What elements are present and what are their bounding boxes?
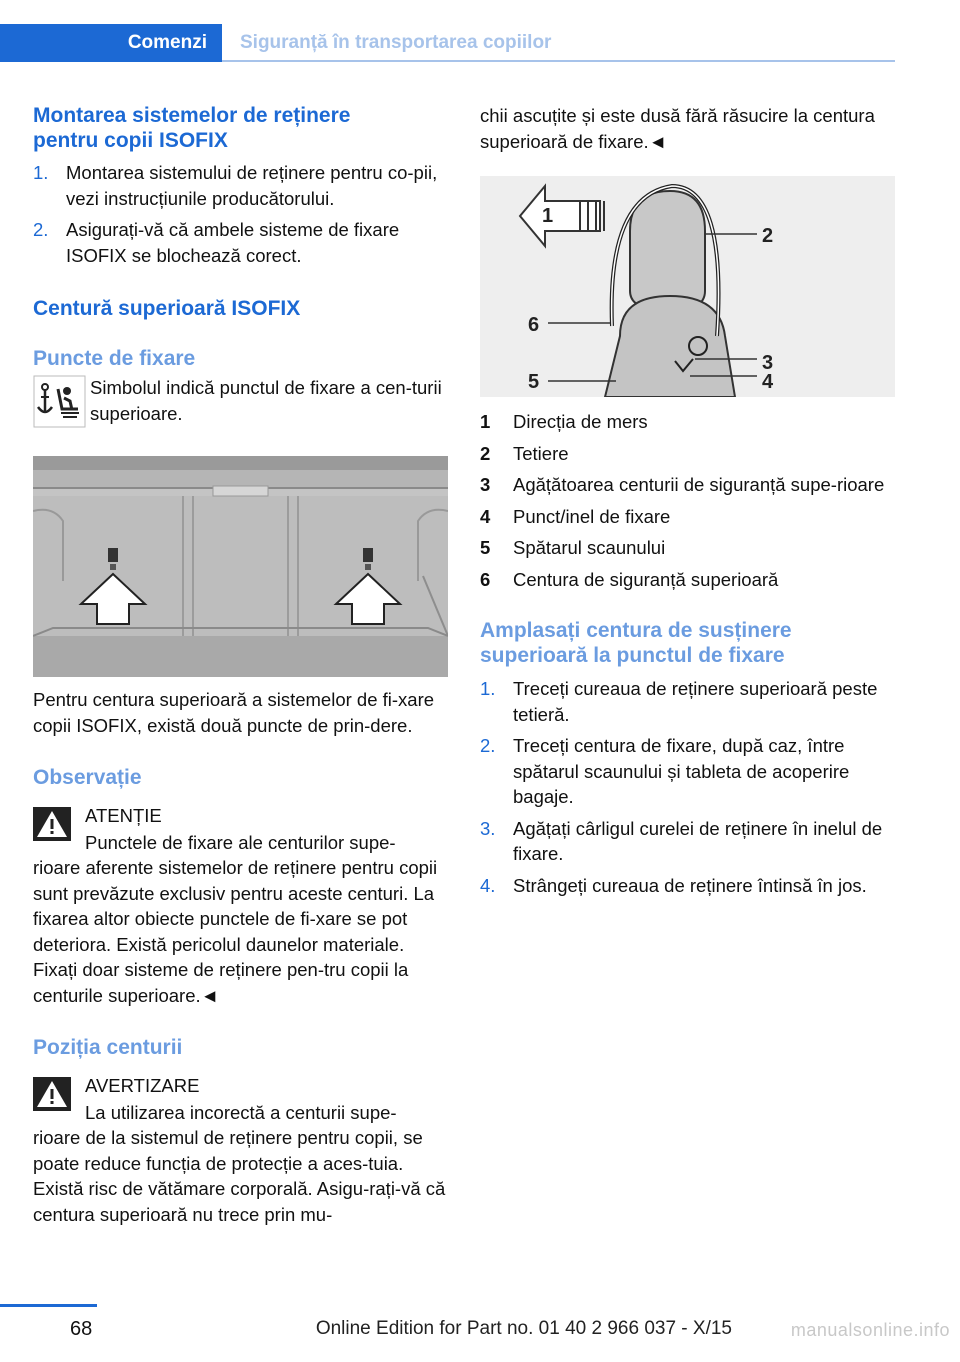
legend-text: Centura de siguranță superioară bbox=[513, 568, 779, 590]
step-text: Treceți centura de fixare, după caz, între spătarul scaunului și tableta de acoperire bagaje. bbox=[513, 735, 850, 807]
legend-text: Punct/inel de fixare bbox=[513, 505, 671, 527]
step-number: 2. bbox=[33, 219, 49, 240]
symbol-description: Simbolul indică punctul de fixare a cen‐turii superioare. bbox=[90, 377, 442, 424]
diagram-label: 3 bbox=[762, 352, 774, 374]
watermark: manualsonline.info bbox=[790, 1320, 950, 1340]
heading-note: Observație bbox=[33, 766, 142, 789]
heading-belt-position: Poziția centurii bbox=[33, 1036, 183, 1059]
caution-text-first: Punctele de fixare ale centurilor supe‐ bbox=[85, 831, 396, 853]
legend-item bbox=[480, 409, 895, 435]
mount-steps-list bbox=[33, 160, 448, 268]
legend-text: Spătarul scaunului bbox=[513, 537, 666, 558]
diagram-label: 4 bbox=[762, 371, 774, 393]
diagram-label: 6 bbox=[528, 314, 540, 336]
legend-number: 6 bbox=[480, 568, 491, 590]
list-item bbox=[33, 160, 448, 211]
diagram-legend bbox=[480, 409, 895, 592]
legend-item bbox=[480, 535, 895, 561]
legend-number: 1 bbox=[480, 411, 491, 432]
step-number: 4. bbox=[480, 874, 496, 896]
step-number: 1. bbox=[480, 678, 496, 699]
step-text: Treceți cureaua de reținere superioară peste tetieră. bbox=[513, 678, 878, 725]
list-item bbox=[480, 873, 895, 899]
page-number: 68 bbox=[70, 1318, 93, 1340]
warning-triangle-icon bbox=[33, 807, 71, 841]
heading-mount-isofix: Montarea sistemelor de reținere pentru copii ISOFIX bbox=[33, 104, 351, 152]
header-rule bbox=[222, 60, 895, 62]
warning-triangle-icon bbox=[33, 1077, 71, 1111]
legend-item bbox=[480, 441, 895, 467]
right-column bbox=[480, 103, 895, 898]
tether-anchor-symbol-icon bbox=[33, 375, 86, 428]
trunk-anchor-description: Pentru centura superioară a sistemelor de fi‐xare copii ISOFIX, există două puncte de prin‐dere. bbox=[33, 689, 435, 736]
step-text: Montarea sistemului de reținere pentru co‐pii, vezi instrucțiunile producătorului. bbox=[66, 162, 438, 209]
legend-number: 2 bbox=[480, 442, 491, 464]
step-text: Asigurați-vă că ambele sisteme de fixare ISOFIX se blochează corect. bbox=[66, 219, 400, 266]
header-chapter-tab: Comenzi bbox=[0, 24, 222, 62]
list-item bbox=[480, 733, 895, 810]
step-number: 1. bbox=[33, 162, 49, 183]
symbol-block bbox=[33, 375, 448, 435]
warning-block bbox=[33, 1073, 448, 1227]
list-item bbox=[33, 217, 448, 268]
attach-steps-list bbox=[480, 676, 895, 898]
caution-text: rioare aferente sistemelor de reținere pentru copii sunt prevăzute exclusiv pentru aceste centuri. La fixarea altor obiecte punctele de fi‐xare se pot deteriora. Există pericolul daunelor materiale. Fixați doar sisteme de reținere pen‐tru copii la centurile superioare.◄ bbox=[33, 857, 438, 1006]
header-section-title: Siguranță în transportarea copiilor bbox=[240, 32, 552, 53]
caution-block bbox=[33, 803, 448, 1008]
warning-text: rioare de la sistemul de reținere pentru copii, se poate reduce funcția de protecție a aces‐tuia. Există risc de vătămare corporală. Asigu‐rați-vă că centura superioară nu trece prin mu‐ bbox=[33, 1127, 446, 1225]
footer-rule bbox=[0, 1304, 97, 1307]
diagram-label: 5 bbox=[528, 371, 540, 393]
heading-anchor-points: Puncte de fixare bbox=[33, 347, 196, 370]
heading-attach-tether: Amplasați centura de susținere superioară la punctul de fixare bbox=[480, 619, 792, 667]
warning-text-continued: chii ascuțite și este dusă fără răsucire la centura superioară de fixare.◄ bbox=[480, 105, 875, 152]
list-item bbox=[480, 816, 895, 867]
step-text: Strângeți cureaua de reținere întinsă în jos. bbox=[513, 874, 867, 896]
legend-number: 4 bbox=[480, 505, 491, 527]
step-text: Agățați cârligul curelei de reținere în inelul de fixare. bbox=[513, 817, 883, 864]
page-header bbox=[0, 24, 895, 62]
legend-number: 5 bbox=[480, 537, 491, 558]
warning-label: AVERTIZARE bbox=[85, 1075, 200, 1096]
legend-item bbox=[480, 504, 895, 530]
legend-item bbox=[480, 472, 895, 498]
trunk-anchor-photo bbox=[33, 456, 448, 677]
legend-text: Agățătoarea centurii de siguranță supe‐rioare bbox=[513, 474, 885, 495]
legend-text: Direcția de mers bbox=[513, 411, 648, 432]
warning-text-first: La utilizarea incorectă a centurii supe‐ bbox=[85, 1101, 397, 1123]
headrest-tether-diagram bbox=[480, 176, 895, 397]
diagram-label: 1 bbox=[542, 205, 554, 227]
diagram-label: 2 bbox=[762, 225, 774, 247]
heading-top-tether: Centură superioară ISOFIX bbox=[33, 297, 301, 320]
caution-label: ATENȚIE bbox=[85, 805, 162, 826]
legend-item bbox=[480, 567, 895, 593]
list-item bbox=[480, 676, 895, 727]
step-number: 2. bbox=[480, 735, 496, 756]
legend-number: 3 bbox=[480, 474, 491, 495]
legend-text: Tetiere bbox=[513, 442, 569, 464]
step-number: 3. bbox=[480, 817, 496, 839]
edition-text: Online Edition for Part no. 01 40 2 966 037 - X/15 bbox=[315, 1318, 732, 1339]
left-column bbox=[33, 103, 448, 1227]
